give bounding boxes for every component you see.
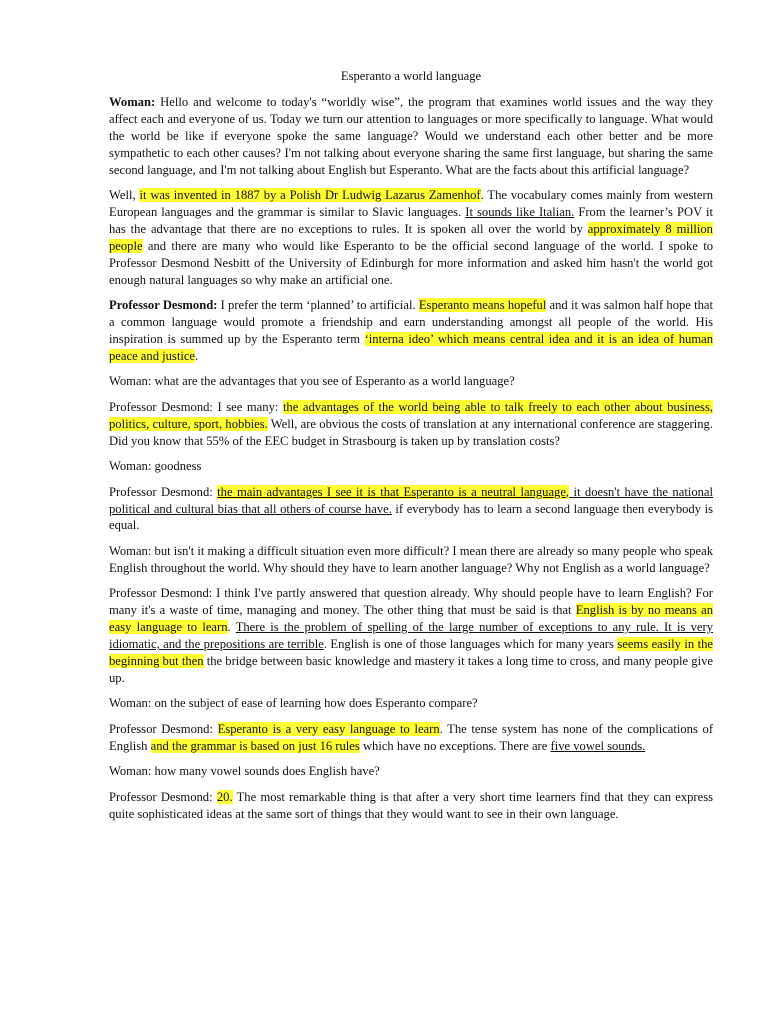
text-run: Woman: how many vowel sounds does English have? <box>109 764 380 779</box>
text-run: Woman: but isn't it making a difficult situation even more difficult? I mean there are already so many people who speak English throughout the world. Why should they have to learn another language? Why not English as a world language? <box>109 543 713 575</box>
text-run: . English is one of those languages which for many years <box>323 637 618 652</box>
paragraph <box>109 763 713 780</box>
underlined-text: five vowel sounds. <box>550 738 646 753</box>
text-run: . <box>195 348 199 363</box>
highlighted-text: it was invented in 1887 by a Polish Dr Ludwig Lazarus Zamenhof <box>139 188 481 203</box>
paragraph <box>109 399 713 450</box>
highlighted-text: approximately 8 million people <box>109 221 713 253</box>
text-run: if everybody has to learn a second language then everybody is equal. <box>109 501 713 533</box>
text-run: Woman: goodness <box>109 459 202 474</box>
paragraph <box>109 543 713 577</box>
text-run: Well, <box>109 188 140 203</box>
text-run: Professor Desmond: I see many: <box>109 399 283 414</box>
paragraph <box>109 484 713 535</box>
text-run: the bridge between basic knowledge and mastery it takes a long time to cross, and many people give up. <box>109 653 713 685</box>
text-run: Professor Desmond: <box>109 721 218 736</box>
highlighted-text: ‘interna ideo’ which means central idea and it is an idea of human peace and justice <box>109 331 713 363</box>
paragraph <box>109 721 713 755</box>
text-run: Well, are obvious the costs of translation at any international conference are staggering. Did you know that 55% of the EEC budget in Strasbourg is taken up by translation costs? <box>109 416 713 448</box>
text-run: Professor Desmond: I think I've partly answered that question already. Why should people have to learn English? For many it's a waste of time, managing and money. The other thing that must be said is that <box>109 586 713 618</box>
text-run: Woman: on the subject of ease of learning how does Esperanto compare? <box>109 696 478 711</box>
text-run: which have no exceptions. There are <box>359 738 551 753</box>
text-run: Professor Desmond: <box>109 484 218 499</box>
text-run: . The vocabulary comes mainly from western European languages and the grammar is similar to Slavic languages. <box>109 188 713 219</box>
speaker-label: Professor Desmond: <box>109 298 218 313</box>
highlighted-text: and the grammar is based on just 16 rules <box>150 738 360 753</box>
highlighted-text: the advantages of the world being able to talk freely to each other about business, politics, culture, sport, hobbies. <box>109 399 713 431</box>
document-title: Esperanto a world language <box>340 69 482 83</box>
paragraph <box>109 373 713 390</box>
highlighted-underlined-text: the main advantages I see it is that Esperanto is a neutral language, <box>217 484 570 499</box>
highlighted-text: Esperanto means hopeful <box>418 298 547 313</box>
paragraph <box>109 695 713 712</box>
text-run: . <box>227 620 236 635</box>
paragraph <box>109 187 713 288</box>
text-run: and it was salmon half hope that a common language would promote a friendship and earn understanding amongst all people of the world. His inspiration is summed up by the Esperanto term <box>109 298 713 346</box>
highlighted-text: seems easily in the beginning but then <box>109 637 714 668</box>
paragraph <box>109 789 713 823</box>
speaker-label: Woman: <box>109 94 156 109</box>
underlined-text: It sounds like Italian. <box>465 204 575 219</box>
text-run: Hello and welcome to today's “worldly wise”, the program that examines world issues and the way they affect each and everyone of us. Today we turn our attention to languages or more specifically to language. What would the world be like if everyone spoke the same language? Would we understand each other better and be more sympathetic to each other causes? I'm not talking about everyone sharing the same first language, but sharing the same second language, and I'm not talking about English but Esperanto. What are the facts about this artificial language? <box>109 94 713 177</box>
text-run: and there are many who would like Esperanto to be the official second language of the world. I spoke to Professor Desmond Nesbitt of the University of Edinburgh for more information and asked him hasn't the world got enough natural languages so why make an artificial one. <box>109 238 713 287</box>
text-run: Woman: what are the advantages that you see of Esperanto as a world language? <box>109 374 515 389</box>
text-run: The most remarkable thing is that after a very short time learners find that they can express quite sophisticated ideas at the same sort of things that they would want to see in their own language. <box>109 789 714 821</box>
paragraph <box>109 94 713 179</box>
document-body <box>109 94 713 823</box>
text-run: . The tense system has none of the complications of English <box>109 721 714 753</box>
highlighted-text: Esperanto is a very easy language to learn <box>217 721 440 736</box>
paragraph <box>109 458 713 475</box>
underlined-text: There is the problem of spelling of the large number of exceptions to any rule. It is very idiomatic, and the prepositions are terrible <box>109 620 714 652</box>
paragraph <box>109 585 713 686</box>
highlighted-text: English is by no means an easy language to learn <box>109 603 714 635</box>
highlighted-text: 20. <box>216 789 233 804</box>
text-run: I prefer the term ‘planned’ to artificial. <box>217 298 419 313</box>
text-run: From the learner’s POV it has the advantage that there are no exceptions to rules. It is spoken all over the world by <box>109 204 714 236</box>
underlined-text: it doesn't have the national political and cultural bias that all others of course have. <box>109 484 713 516</box>
text-run: Professor Desmond: <box>109 789 217 804</box>
paragraph <box>109 297 713 365</box>
